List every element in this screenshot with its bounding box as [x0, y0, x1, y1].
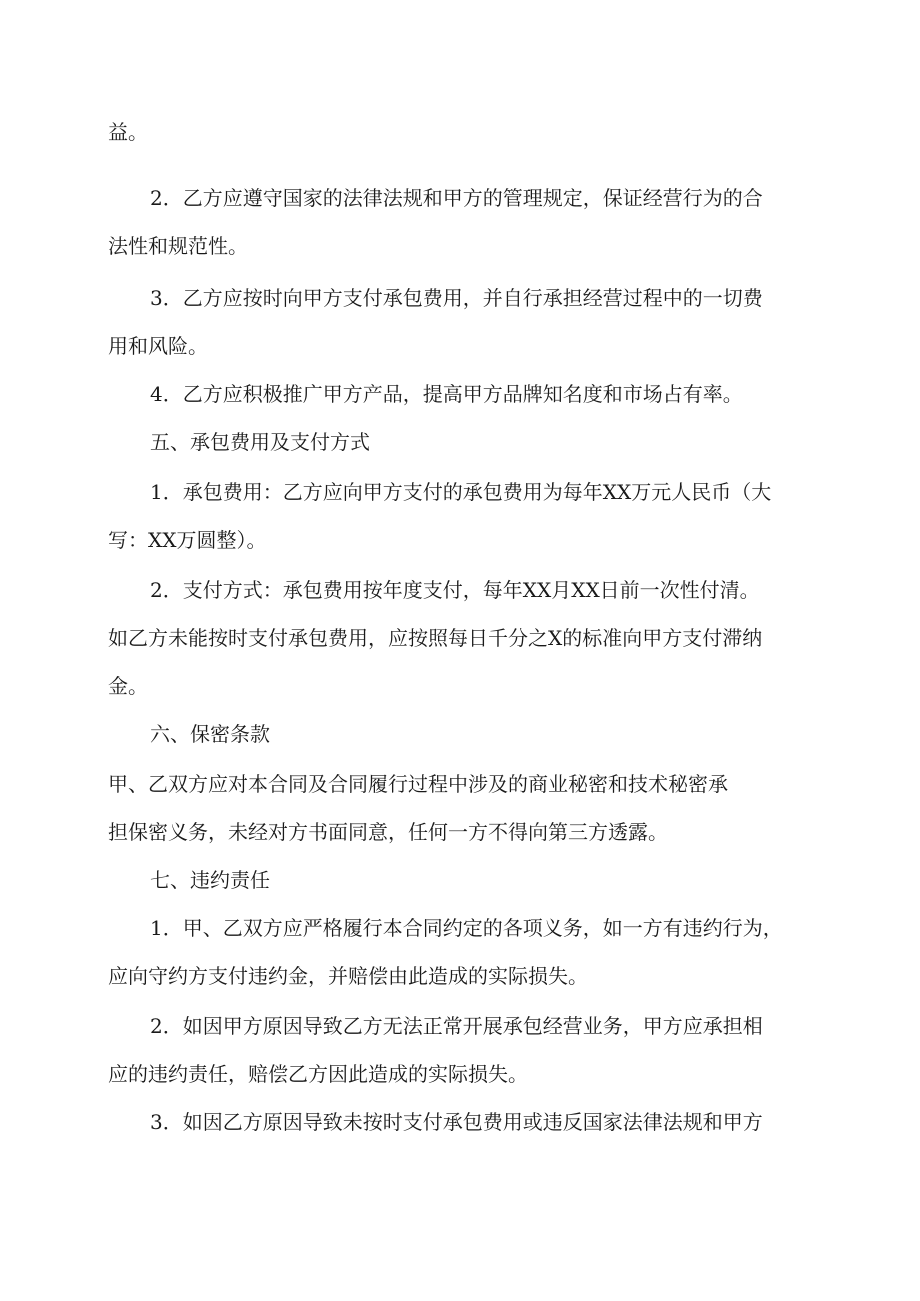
text-line: 金。 [108, 674, 148, 698]
text-line: 4．乙方应积极推广甲方产品，提高甲方品牌知名度和市场占有率。 [150, 382, 743, 406]
text-line: 甲、乙双方应对本合同及合同履行过程中涉及的商业秘密和技术秘密承 [108, 772, 728, 796]
text-line: 写：XX万圆整）。 [108, 528, 267, 552]
text-line: 3．如因乙方原因导致未按时支付承包费用或违反国家法律法规和甲方 [150, 1110, 763, 1134]
text-line: 3．乙方应按时向甲方支付承包费用，并自行承担经营过程中的一切费 [150, 286, 763, 310]
text-line: 法性和规范性。 [108, 234, 248, 258]
text-line: 2．支付方式：承包费用按年度支付，每年XX月XX日前一次性付清。 [150, 578, 760, 602]
text-line: 1．甲、乙双方应严格履行本合同约定的各项义务，如一方有违约行为， [150, 916, 783, 940]
text-line: 应的违约责任，赔偿乙方因此造成的实际损失。 [108, 1062, 528, 1086]
section-heading: 五、承包费用及支付方式 [150, 430, 370, 454]
text-line: 1．承包费用：乙方应向甲方支付的承包费用为每年XX万元人民币（大 [150, 480, 772, 504]
text-line: 益。 [108, 120, 148, 144]
text-line: 应向守约方支付违约金，并赔偿由此造成的实际损失。 [108, 964, 588, 988]
text-line: 担保密义务，未经对方书面同意，任何一方不得向第三方透露。 [108, 820, 668, 844]
text-line: 2．如因甲方原因导致乙方无法正常开展承包经营业务，甲方应承担相 [150, 1014, 763, 1038]
section-heading: 六、保密条款 [150, 722, 270, 746]
text-line: 如乙方未能按时支付承包费用，应按照每日千分之X的标准向甲方支付滞纳 [108, 626, 763, 650]
section-heading: 七、违约责任 [150, 868, 270, 892]
text-line: 用和风险。 [108, 334, 208, 358]
text-line: 2．乙方应遵守国家的法律法规和甲方的管理规定，保证经营行为的合 [150, 186, 763, 210]
